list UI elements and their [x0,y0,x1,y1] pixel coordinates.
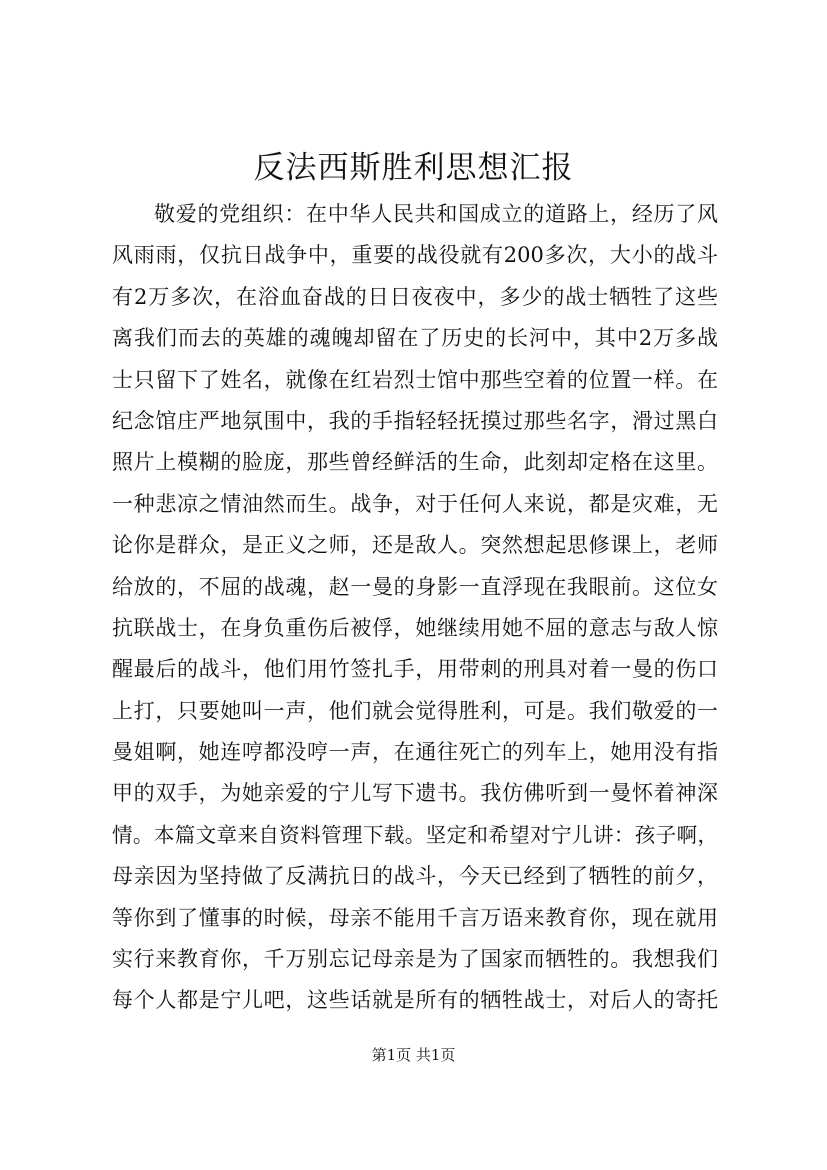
body-line: 母亲因为坚持做了反满抗日的战斗，今天已经到了牺牲的前夕， [112,864,718,889]
document-body [112,194,718,1022]
document-title: 反法西斯胜利思想汇报 [253,150,574,186]
body-line: 敬爱的党组织：在中华人民共和国成立的道路上，经历了风 [154,202,718,226]
body-line: 有2万多次，在浴血奋战的日日夜夜中，多少的战士牺牲了这些 [112,284,718,309]
body-line: 曼姐啊，她连哼都没哼一声，在通往死亡的列车上，她用没有指 [112,740,718,765]
body-line: 论你是群众，是正义之师，还是敌人。突然想起思修课上，老师 [112,533,718,558]
body-line: 离我们而去的英雄的魂魄却留在了历史的长河中，其中2万多战 [112,326,718,351]
body-line: 风雨雨，仅抗日战争中，重要的战役就有200多次，大小的战斗 [112,243,718,268]
body-line: 上打，只要她叫一声，他们就会觉得胜利，可是。我们敬爱的一 [112,698,718,723]
body-line: 给放的，不屈的战魂，赵一曼的身影一直浮现在我眼前。这位女 [112,574,718,599]
body-line: 一种悲凉之情油然而生。战争，对于任何人来说，都是灾难，无 [112,491,718,516]
body-line: 情。本篇文章来自资料管理下载。坚定和希望对宁儿讲：孩子啊， [112,822,718,847]
body-line: 士只留下了姓名，就像在红岩烈士馆中那些空着的位置一样。在 [112,367,718,392]
body-line: 醒最后的战斗，他们用竹签扎手，用带刺的刑具对着一曼的伤口 [112,657,718,682]
body-line: 实行来教育你，千万别忘记母亲是为了国家而牺牲的。我想我们 [112,947,718,972]
body-line: 纪念馆庄严地氛围中，我的手指轻轻抚摸过那些名字，滑过黑白 [112,408,718,433]
body-line: 每个人都是宁儿吧，这些话就是所有的牺牲战士，对后人的寄托 [112,988,718,1013]
body-line: 照片上模糊的脸庞，那些曾经鲜活的生命，此刻却定格在这里。 [112,450,718,475]
body-line: 等你到了懂事的时候，母亲不能用千言万语来教育你，现在就用 [112,905,718,930]
body-line: 抗联战士，在身负重伤后被俘，她继续用她不屈的意志与敌人惊 [112,615,718,640]
body-line: 甲的双手，为她亲爱的宁儿写下遗书。我仿佛听到一曼怀着神深 [112,781,718,806]
page-footer: 第1页 共1页 [371,1046,456,1064]
